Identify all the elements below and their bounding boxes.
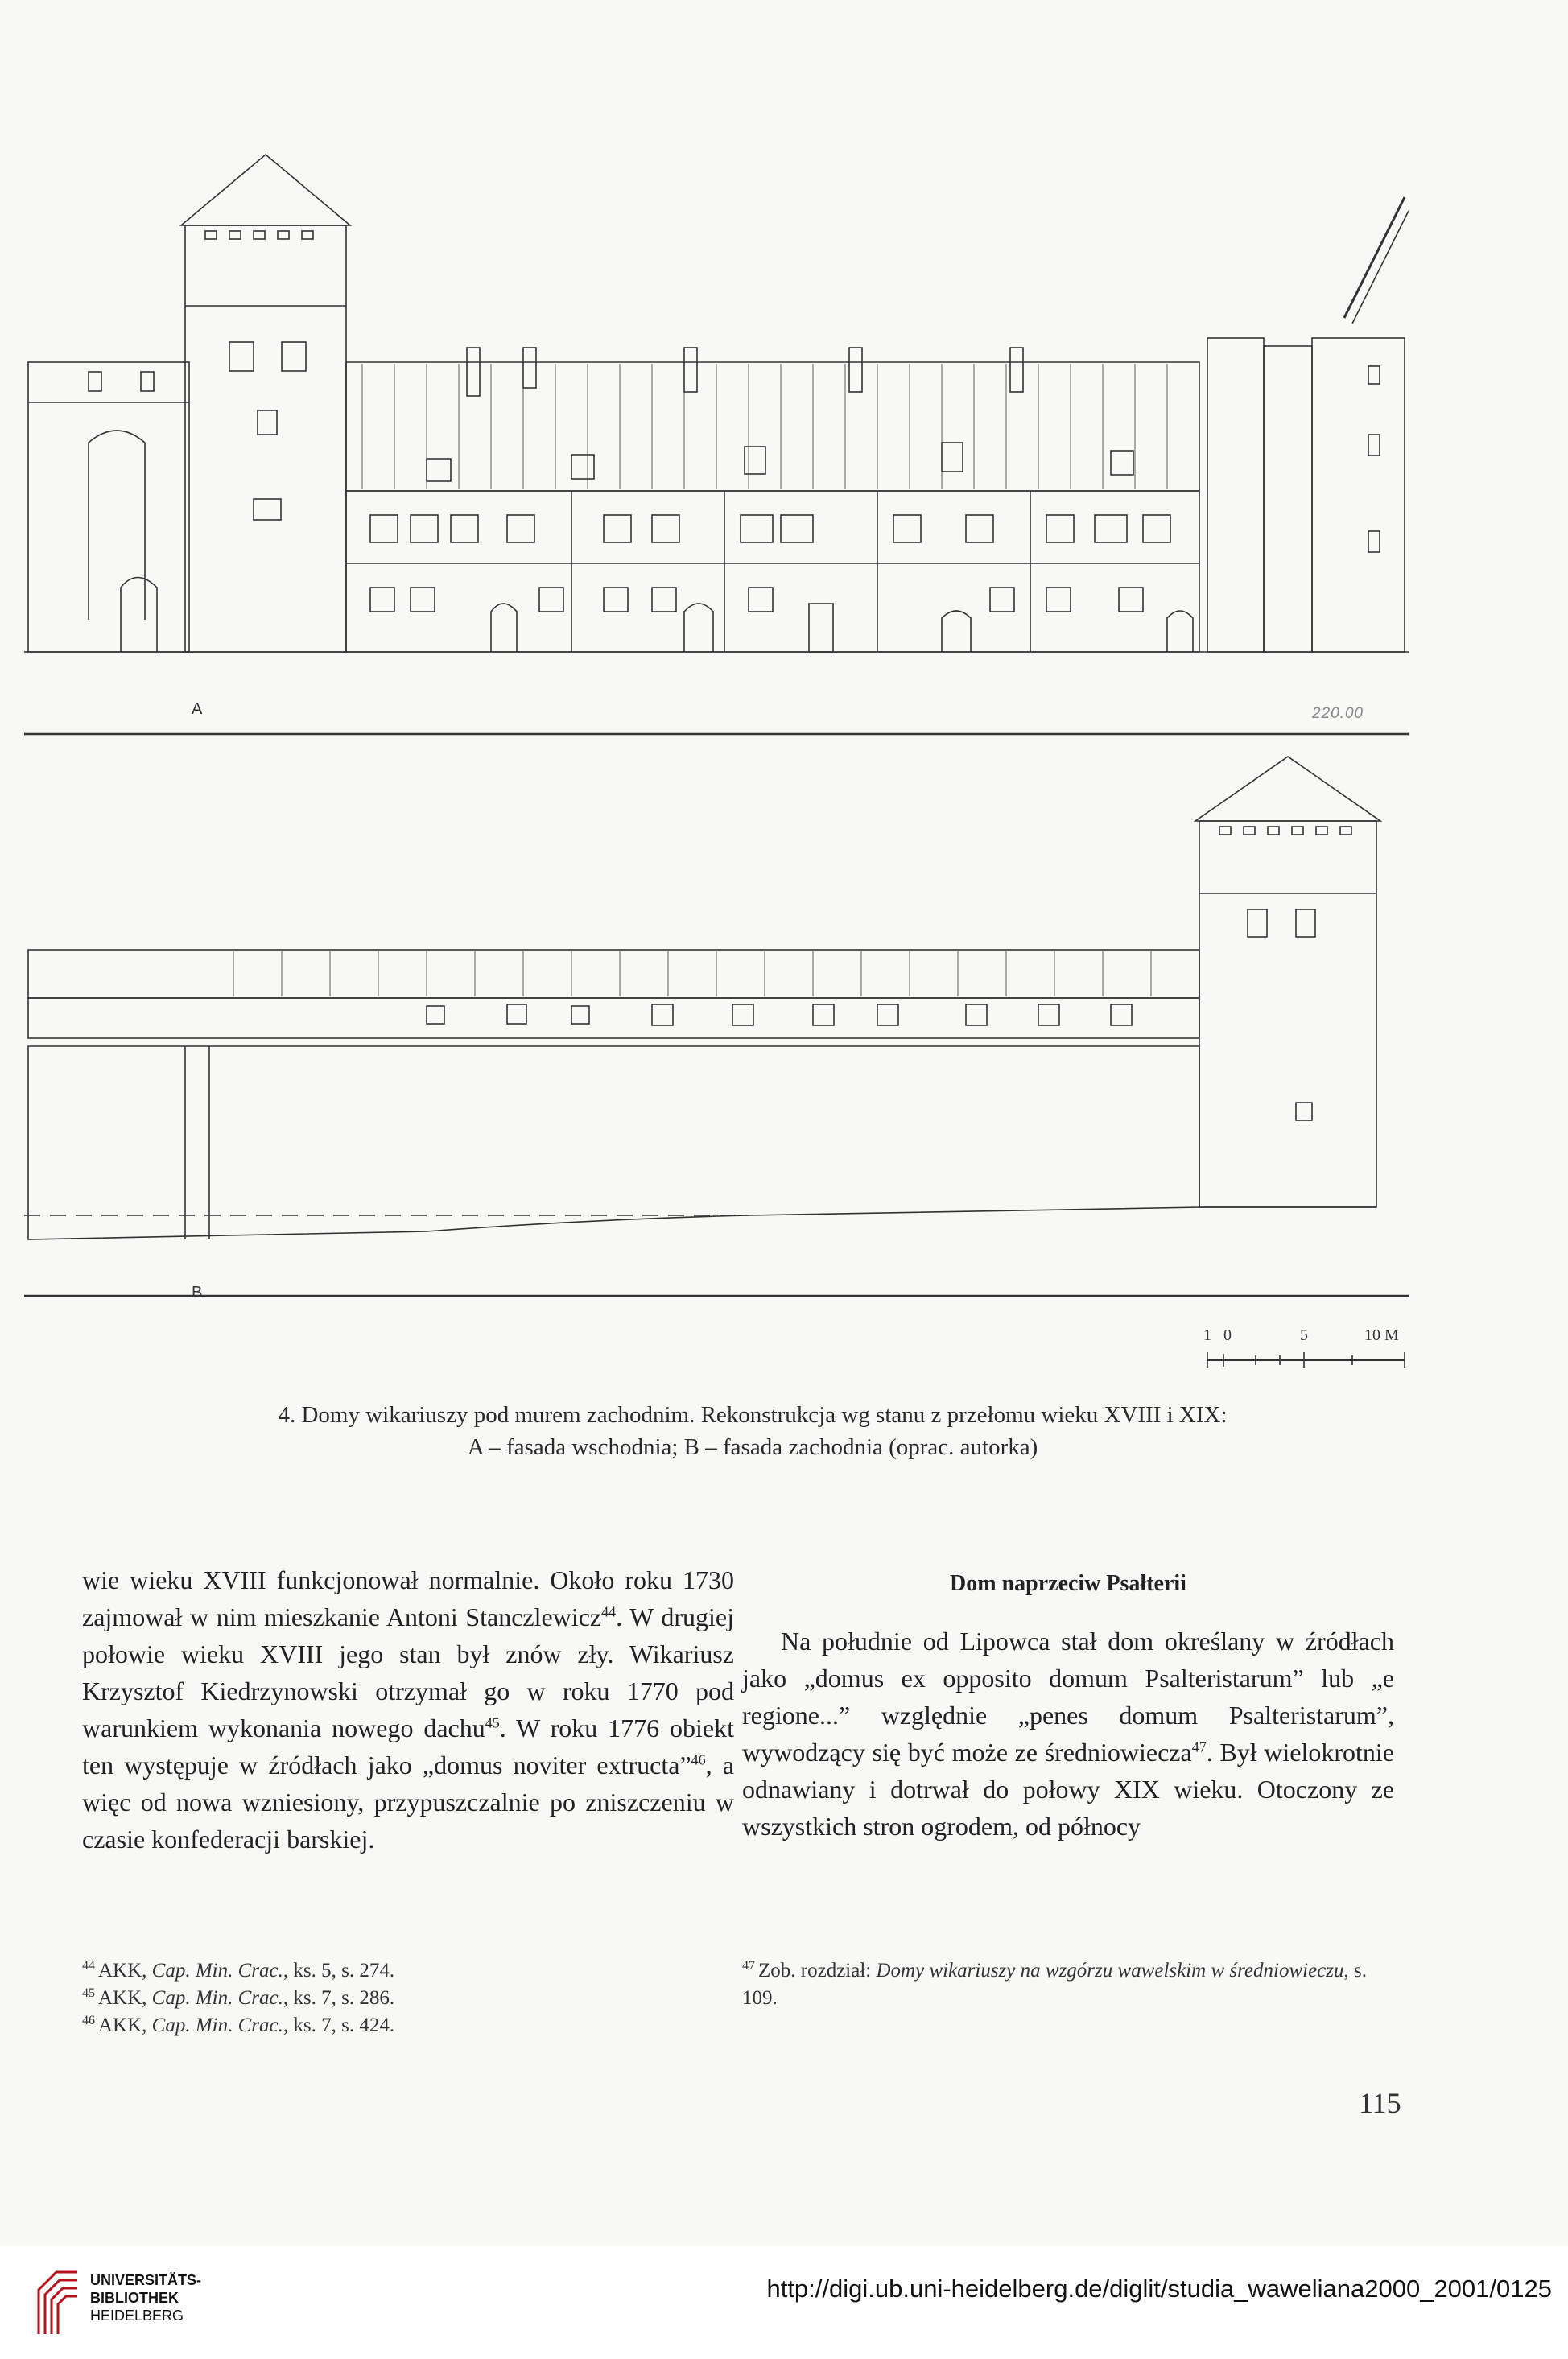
facade-b-label: B xyxy=(192,1284,203,1301)
elevation-label: 220.00 xyxy=(1312,705,1364,722)
footnote-ref-45[interactable]: 45 xyxy=(485,1714,500,1731)
left-text-4: , a więc od nowa wzniesiony, przypuszczalnie po zniszczeniu w czasie konfederacji barskiej. xyxy=(82,1751,735,1854)
caption-line-1: 4. Domy wikariuszy pod murem zachodnim. Rekonstrukcja wg stanu z przełomu wieku XVIII i XIX: xyxy=(278,1402,1228,1428)
facade-a-label: A xyxy=(192,700,203,718)
right-column xyxy=(742,1561,1394,1845)
right-text-2: . Był wielokrotnie odnawiany i dotrwał do połowy XIX wieku. Otoczony ze wszystkich stron ogrodem, od północy xyxy=(742,1738,1395,1841)
footnote-ref-46[interactable]: 46 xyxy=(691,1751,706,1768)
architectural-figure xyxy=(24,137,1409,1376)
footnote-46: $^{46}$ AKK, Cap. Min. Crac., ks. 7, s. 424. xyxy=(82,2013,395,2036)
right-paragraph xyxy=(742,1623,1394,1845)
library-logo-text: UNIVERSITÄTS- BIBLIOTHEK HEIDELBERG xyxy=(90,2272,202,2324)
footnote-ref-44[interactable]: 44 xyxy=(601,1603,617,1620)
scale-tick: 5 xyxy=(1300,1326,1308,1344)
figure-caption xyxy=(80,1399,1425,1463)
left-text-1: wie wieku XVIII funkcjonował normalnie. Około roku 1730 zajmował w nim mieszkanie Antoni Stanczlewicz xyxy=(82,1565,734,1631)
source-url-link[interactable]: http://digi.ub.uni-heidelberg.de/diglit/studia_waweliana2000_2001/0125 xyxy=(766,2274,1552,2303)
left-column xyxy=(82,1561,734,1858)
facade-b-windows xyxy=(427,1004,1132,1025)
footnote-ref-47[interactable]: 47 xyxy=(1191,1738,1207,1755)
footnote-47: $^{47}$ Zob. rozdział: Domy wikariuszy na wzgórzu wawelskim w średniowieczu, s. 109. xyxy=(742,1958,1367,2009)
left-text-2: . W drugiej połowie wieku XVIII jego stan był znów zły. Wikariusz Krzysztof Kiedrzynowski otrzymał go w roku 1770 pod warunkiem wykonania nowego dachu xyxy=(82,1602,735,1742)
library-logo-icon[interactable] xyxy=(32,2258,82,2342)
tower-crenel-windows xyxy=(205,231,313,239)
scale-tick: 10 M xyxy=(1364,1326,1399,1344)
page-number: 115 xyxy=(1359,2087,1401,2119)
scale-tick: 1 xyxy=(1203,1326,1211,1344)
scale-bar xyxy=(1207,1352,1405,1368)
facade-b-drawing xyxy=(24,757,1409,1296)
footnote-44: $^{44}$ AKK, Cap. Min. Crac., ks. 5, s. 274. xyxy=(82,1958,395,1982)
facade-a-doors xyxy=(491,604,1193,652)
facade-a-drawing xyxy=(24,155,1409,734)
footnotes-left xyxy=(82,1957,718,2039)
elevation-drawings xyxy=(24,137,1409,1376)
roof-hatching xyxy=(362,364,1167,489)
right-text-1: Na południe od Lipowca stał dom określany w źródłach jako „domus ex opposito domum Psalteristarum” lub „e regione...” względnie „penes domum Psalteristarum”, wywodzący się być może ze średniowiecza xyxy=(742,1627,1394,1767)
caption-line-2: A – fasada wschodnia; B – fasada zachodnia (oprac. autorka) xyxy=(467,1434,1038,1460)
footnotes-right xyxy=(742,1957,1402,2012)
tower-b-crenel-windows xyxy=(1219,827,1351,835)
section-heading: Dom naprzeciw Psałterii xyxy=(950,1571,1186,1596)
wall-roof-hatching xyxy=(233,951,1151,996)
footnote-45: $^{45}$ AKK, Cap. Min. Crac., ks. 7, s. 286. xyxy=(82,1986,395,2009)
scale-tick: 0 xyxy=(1223,1326,1232,1344)
left-text-3: . W roku 1776 obiekt ten występuje w źródłach jako „domus noviter extructa” xyxy=(82,1714,734,1780)
